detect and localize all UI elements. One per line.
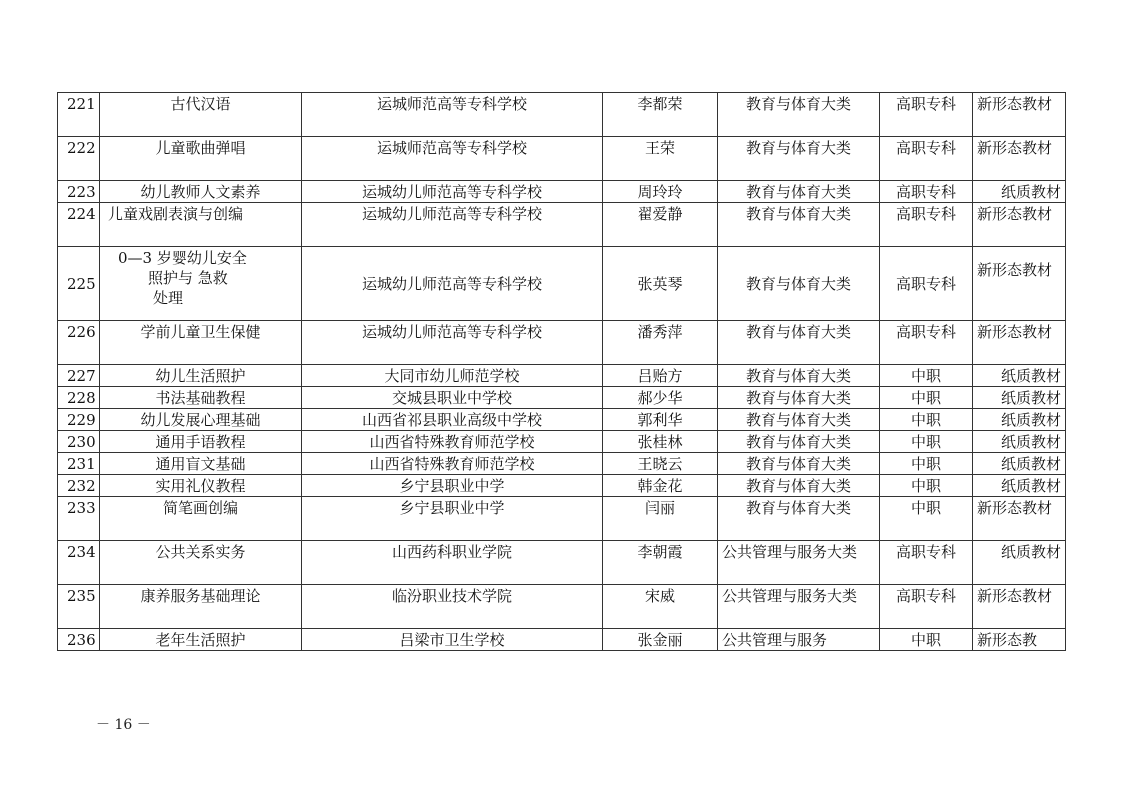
table-row xyxy=(58,585,1066,629)
school-name: 运城师范高等专科学校 xyxy=(302,137,603,181)
table-row xyxy=(58,321,1066,365)
textbook-title xyxy=(100,247,302,321)
textbook-title: 通用盲文基础 xyxy=(100,453,302,475)
discipline-category: 教育与体育大类 xyxy=(718,387,880,409)
textbook-title: 儿童戏剧表演与创编 xyxy=(100,203,302,247)
school-name: 运城幼儿师范高等专科学校 xyxy=(302,321,603,365)
education-level: 高职专科 xyxy=(880,585,973,629)
school-name: 运城师范高等专科学校 xyxy=(302,93,603,137)
row-number: 228 xyxy=(58,387,100,409)
textbook-type: 新形态教材 xyxy=(973,137,1066,181)
education-level: 中职 xyxy=(880,629,973,651)
textbook-title: 简笔画创编 xyxy=(100,497,302,541)
discipline-category: 教育与体育大类 xyxy=(718,365,880,387)
author-name: 李朝霞 xyxy=(603,541,718,585)
textbook-type: 纸质教材 xyxy=(973,475,1066,497)
table-row xyxy=(58,453,1066,475)
education-level: 中职 xyxy=(880,431,973,453)
table-row xyxy=(58,137,1066,181)
author-name: 李都荣 xyxy=(603,93,718,137)
school-name: 山西省特殊教育师范学校 xyxy=(302,431,603,453)
education-level: 中职 xyxy=(880,387,973,409)
textbook-type: 新形态教材 xyxy=(973,203,1066,247)
author-name: 周玲玲 xyxy=(603,181,718,203)
table-row xyxy=(58,203,1066,247)
discipline-category: 教育与体育大类 xyxy=(718,453,880,475)
school-name: 运城幼儿师范高等专科学校 xyxy=(302,181,603,203)
school-name: 运城幼儿师范高等专科学校 xyxy=(302,247,603,321)
table-row xyxy=(58,409,1066,431)
textbook-type: 纸质教材 xyxy=(973,387,1066,409)
school-name: 山西药科职业学院 xyxy=(302,541,603,585)
textbook-title: 古代汉语 xyxy=(100,93,302,137)
author-name: 王晓云 xyxy=(603,453,718,475)
discipline-category: 教育与体育大类 xyxy=(718,431,880,453)
row-number: 234 xyxy=(58,541,100,585)
table-row xyxy=(58,247,1066,321)
table-row xyxy=(58,181,1066,203)
discipline-category: 公共管理与服务大类 xyxy=(718,585,880,629)
row-number: 226 xyxy=(58,321,100,365)
education-level: 高职专科 xyxy=(880,203,973,247)
row-number: 223 xyxy=(58,181,100,203)
row-number: 231 xyxy=(58,453,100,475)
education-level: 中职 xyxy=(880,475,973,497)
table-row xyxy=(58,541,1066,585)
education-level: 中职 xyxy=(880,453,973,475)
table-row xyxy=(58,431,1066,453)
textbook-title: 书法基础教程 xyxy=(100,387,302,409)
education-level: 中职 xyxy=(880,497,973,541)
table-row xyxy=(58,365,1066,387)
education-level: 高职专科 xyxy=(880,541,973,585)
table-row xyxy=(58,497,1066,541)
textbook-title: 康养服务基础理论 xyxy=(100,585,302,629)
school-name: 临汾职业技术学院 xyxy=(302,585,603,629)
discipline-category: 教育与体育大类 xyxy=(718,181,880,203)
author-name: 郝少华 xyxy=(603,387,718,409)
discipline-category: 教育与体育大类 xyxy=(718,93,880,137)
author-name: 张桂林 xyxy=(603,431,718,453)
discipline-category: 教育与体育大类 xyxy=(718,475,880,497)
row-number: 230 xyxy=(58,431,100,453)
row-number: 224 xyxy=(58,203,100,247)
textbook-title: 老年生活照护 xyxy=(100,629,302,651)
school-name: 乡宁县职业中学 xyxy=(302,497,603,541)
author-name: 翟爱静 xyxy=(603,203,718,247)
textbook-type: 纸质教材 xyxy=(973,409,1066,431)
education-level: 中职 xyxy=(880,365,973,387)
row-number: 233 xyxy=(58,497,100,541)
education-level: 高职专科 xyxy=(880,181,973,203)
author-name: 张金丽 xyxy=(603,629,718,651)
author-name: 宋威 xyxy=(603,585,718,629)
author-name: 吕贻方 xyxy=(603,365,718,387)
row-number: 235 xyxy=(58,585,100,629)
textbook-type: 新形态教材 xyxy=(973,93,1066,137)
education-level: 高职专科 xyxy=(880,321,973,365)
school-name: 交城县职业中学校 xyxy=(302,387,603,409)
school-name: 山西省祁县职业高级中学校 xyxy=(302,409,603,431)
discipline-category: 公共管理与服务大类 xyxy=(718,541,880,585)
author-name: 张英琴 xyxy=(603,247,718,321)
textbook-title-line: 照护与 急救 xyxy=(148,269,228,287)
textbook-title: 幼儿发展心理基础 xyxy=(100,409,302,431)
textbook-title: 实用礼仪教程 xyxy=(100,475,302,497)
row-number: 225 xyxy=(58,247,100,321)
table-row xyxy=(58,387,1066,409)
education-level: 高职专科 xyxy=(880,93,973,137)
textbook-title: 公共关系实务 xyxy=(100,541,302,585)
textbook-title: 幼儿生活照护 xyxy=(100,365,302,387)
page-number: － 16 － xyxy=(96,717,151,733)
discipline-category: 教育与体育大类 xyxy=(718,497,880,541)
discipline-category: 教育与体育大类 xyxy=(718,203,880,247)
author-name: 韩金花 xyxy=(603,475,718,497)
textbook-title: 儿童歌曲弹唱 xyxy=(100,137,302,181)
row-number: 229 xyxy=(58,409,100,431)
textbook-type: 新形态教材 xyxy=(973,497,1066,541)
discipline-category: 教育与体育大类 xyxy=(718,137,880,181)
school-name: 山西省特殊教育师范学校 xyxy=(302,453,603,475)
textbook-type: 新形态教材 xyxy=(973,321,1066,365)
discipline-category: 公共管理与服务 xyxy=(718,629,880,651)
textbook-type: 新形态教材 xyxy=(973,247,1066,321)
author-name: 王荣 xyxy=(603,137,718,181)
education-level: 中职 xyxy=(880,409,973,431)
discipline-category: 教育与体育大类 xyxy=(718,247,880,321)
textbook-title: 幼儿教师人文素养 xyxy=(100,181,302,203)
textbook-type: 纸质教材 xyxy=(973,453,1066,475)
row-number: 227 xyxy=(58,365,100,387)
school-name: 运城幼儿师范高等专科学校 xyxy=(302,203,603,247)
textbook-type: 纸质教材 xyxy=(973,431,1066,453)
discipline-category: 教育与体育大类 xyxy=(718,321,880,365)
row-number: 236 xyxy=(58,629,100,651)
author-name: 郭利华 xyxy=(603,409,718,431)
textbook-type: 纸质教材 xyxy=(973,541,1066,585)
textbook-title-line: 0—3 岁婴幼儿安全 xyxy=(118,249,247,267)
row-number: 221 xyxy=(58,93,100,137)
row-number: 222 xyxy=(58,137,100,181)
textbook-type: 新形态教材 xyxy=(973,585,1066,629)
school-name: 乡宁县职业中学 xyxy=(302,475,603,497)
row-number: 232 xyxy=(58,475,100,497)
textbook-type: 纸质教材 xyxy=(973,365,1066,387)
discipline-category: 教育与体育大类 xyxy=(718,409,880,431)
education-level: 高职专科 xyxy=(880,137,973,181)
school-name: 吕梁市卫生学校 xyxy=(302,629,603,651)
table-row xyxy=(58,475,1066,497)
textbook-title-line: 处理 xyxy=(153,289,184,307)
textbook-type: 新形态教 xyxy=(973,629,1066,651)
author-name: 潘秀萍 xyxy=(603,321,718,365)
table-row xyxy=(58,629,1066,651)
textbook-type: 纸质教材 xyxy=(973,181,1066,203)
textbook-list-table xyxy=(57,92,1066,651)
textbook-title: 学前儿童卫生保健 xyxy=(100,321,302,365)
table-row xyxy=(58,93,1066,137)
author-name: 闫丽 xyxy=(603,497,718,541)
education-level: 高职专科 xyxy=(880,247,973,321)
school-name: 大同市幼儿师范学校 xyxy=(302,365,603,387)
textbook-title: 通用手语教程 xyxy=(100,431,302,453)
